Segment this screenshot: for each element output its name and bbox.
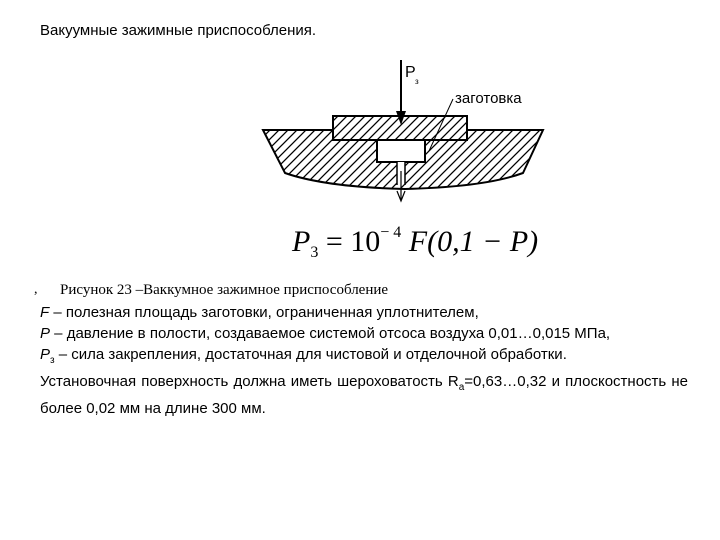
- formula-lhs-sub: 3: [310, 244, 319, 261]
- line-surface: [40, 371, 688, 419]
- caption-mark: ,: [34, 282, 38, 297]
- body-text: [40, 302, 688, 419]
- force-label-sub: з: [415, 77, 419, 86]
- surface-text-b: =0,63…0,32 и плоскостность не более 0,02 мм на длине 300 мм.: [40, 373, 689, 417]
- formula-rest: F(0,1 − P): [408, 225, 539, 258]
- clamping-force-formula: [292, 224, 538, 262]
- surface-sub: a: [458, 382, 465, 393]
- pz-text: – сила закрепления, достаточная для чистовой и отделочной обработки.: [54, 346, 567, 363]
- workpiece-label: заготовка: [455, 90, 522, 107]
- vacuum-cavity: [377, 140, 425, 162]
- formula-lhs: P: [292, 225, 311, 258]
- pz-symbol: P: [40, 346, 51, 363]
- slide-title: Вакуумные зажимные приспособления.: [40, 22, 317, 39]
- f-text: – полезная площадь заготовки, ограниченная уплотнителем,: [49, 304, 479, 321]
- vacuum-fixture-diagram: [255, 55, 555, 205]
- surface-text-a: Установочная поверхность должна иметь шероховатость R: [40, 373, 459, 390]
- line-pz: [40, 344, 688, 371]
- force-label: P: [405, 64, 416, 81]
- pz-sub: з: [50, 355, 55, 366]
- formula-eq: = 10: [325, 225, 381, 258]
- line-f: [40, 302, 688, 323]
- f-symbol: F: [40, 304, 50, 321]
- formula-exp: − 4: [380, 224, 402, 241]
- line-p: [40, 323, 688, 344]
- p-symbol: P: [40, 325, 51, 342]
- p-text: – давление в полости, создаваемое системой отсоса воздуха 0,01…0,015 МПа,: [50, 325, 611, 342]
- figure-caption: Рисунок 23 –Ваккумное зажимное приспособление: [60, 282, 389, 298]
